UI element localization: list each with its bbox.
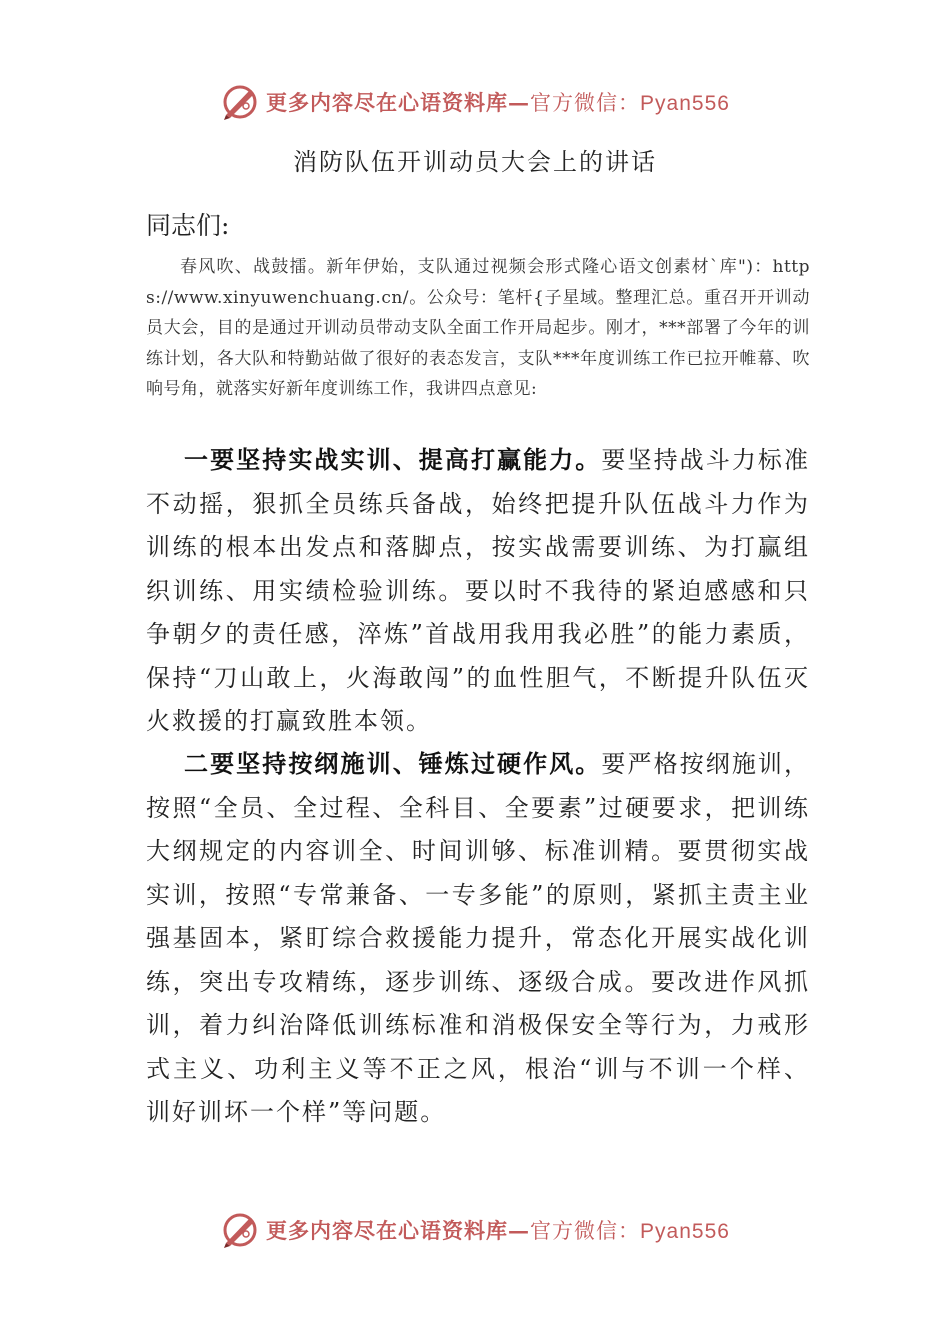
section-heading-1: 一要坚持实战实训、提高打赢能力。 (184, 445, 602, 474)
footer-watermark-banner (0, 1208, 950, 1252)
banner-wechat-label: 官方微信： (530, 1219, 641, 1243)
intro-paragraph: 春风吹、战鼓擂。新年伊始，支队通过视频会形式隆心语文创素材`库")：https://www.xinyuwenchuang.cn/。公众号：笔杆{子星域。整理汇总。重召开开训动员大会，目的是通过开训动员带动支队全面工作开局起步。刚才，***部署了今年的训练计划，各大队和特勤站做了很好的表态发言，支队***年度训练工作已拉开帷幕、吹响号角，就落实好新年度训练工作，我讲四点意见: (146, 257, 810, 399)
banner-text (266, 87, 730, 117)
banner-wechat-id: Pyan556 (640, 1220, 730, 1243)
pen-logo-icon (220, 82, 260, 122)
section-paragraph-2 (146, 742, 810, 1135)
section-paragraph-1 (146, 438, 810, 744)
section-heading-2: 二要坚持按纲施训、锤炼过硬作风。 (184, 749, 602, 778)
banner-main-text: 更多内容尽在心语资料库— (266, 1218, 531, 1243)
pen-logo-icon (220, 1210, 260, 1250)
greeting: 同志们: (146, 211, 230, 240)
banner-text (266, 1215, 730, 1245)
section-body-2: 要严格按纲施训，按照“全员、全过程、全科目、全要素”过硬要求，把训练大纲规定的内容训全、时间训够、标准训精。要贯彻实战实训，按照“专常兼备、一专多能”的原则，紧抓主责主业强基固本，紧盯综合救援能力提升，常态化开展实战化训练，突出专攻精练，逐步训练、逐级合成。要改进作风抓训，着力纠治降低训练标准和消极保安全等行为，力戒形式主义、功利主义等不正之风，根治“训与不训一个样、训好训坏一个样”等问题。 (146, 750, 810, 1126)
section-body-1: 要坚持战斗力标准不动摇，狠抓全员练兵备战，始终把提升队伍战斗力作为训练的根本出发点和落脚点，按实战需要训练、为打赢组织训练、用实绩检验训练。要以时不我待的紧迫感感和只争朝夕的责任感，淬炼”首战用我用我必胜”的能力素质，保持“刀山敢上，火海敢闯”的血性胆气，不断提升队伍灭火救援的打赢致胜本领。 (146, 446, 810, 735)
document-title: 消防队伍开训动员大会上的讲话 (293, 148, 657, 176)
banner-wechat-id: Pyan556 (640, 92, 730, 115)
banner-wechat-label: 官方微信： (530, 91, 641, 115)
banner-main-text: 更多内容尽在心语资料库— (266, 90, 531, 115)
header-watermark-banner (0, 80, 950, 124)
